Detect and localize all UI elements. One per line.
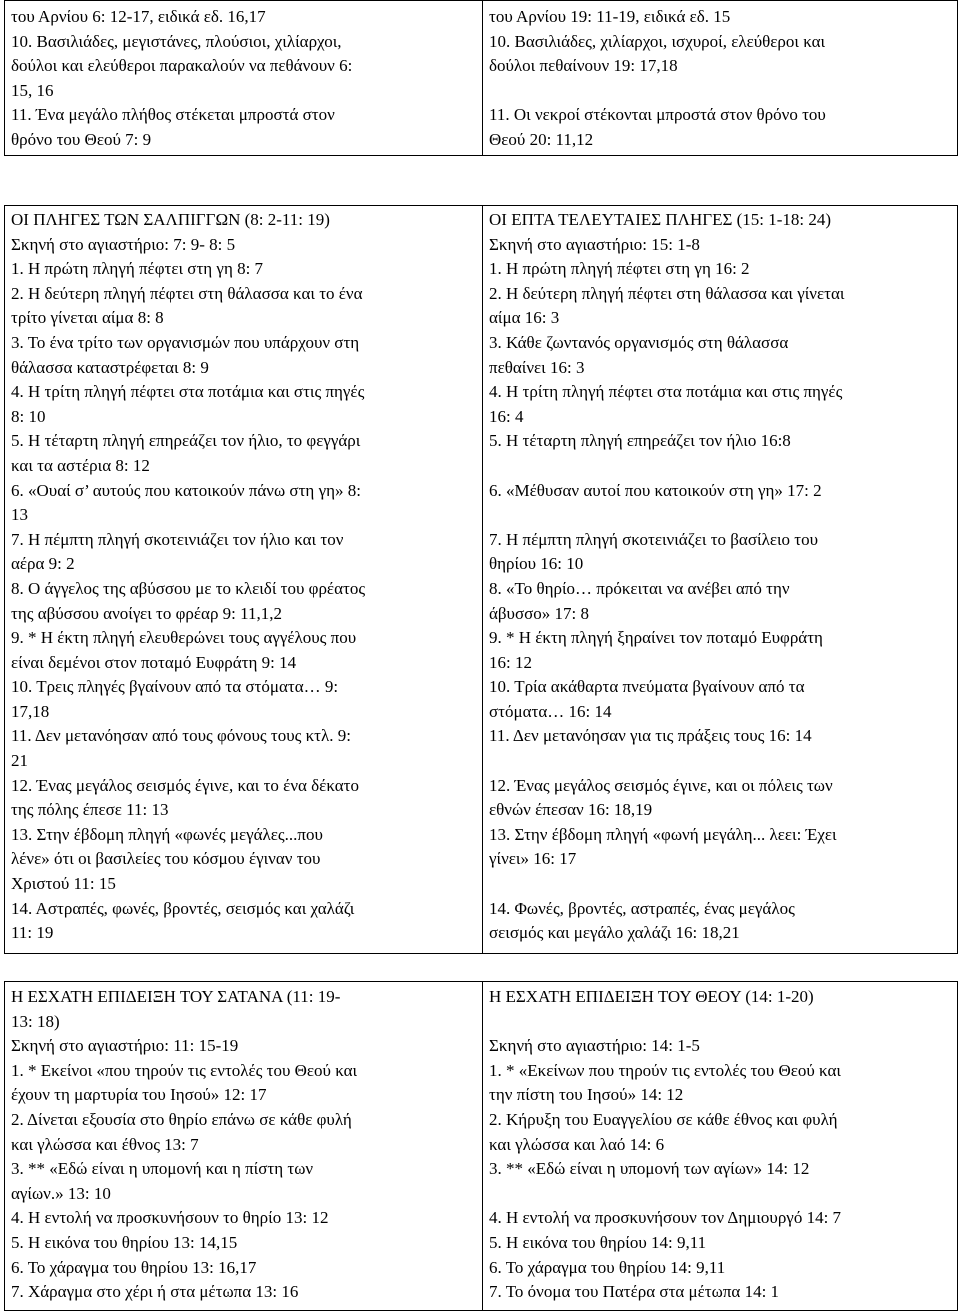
- text-line: 1. * «Εκείνων που τηρούν τις εντολές του Θεού και: [489, 1060, 841, 1080]
- blank-line: [489, 872, 951, 897]
- text-line: Σκηνή στο αγιαστήριο: 15: 1-8: [489, 234, 700, 254]
- text-line: της πόλης έπεσε 11: 13: [11, 800, 169, 820]
- text-line: 4. Η τρίτη πληγή πέφτει στα ποτάμια και στις πηγές: [489, 382, 843, 402]
- text-line: 8. Ο άγγελος της αβύσσου με το κλειδί του φρέατος: [11, 578, 366, 598]
- text-line: του Αρνίου 6: 12-17, ειδικά εδ. 16,17: [11, 7, 266, 26]
- text-line: 4. Η εντολή να προσκυνήσουν τον Δημιουργό 14: 7: [489, 1208, 842, 1228]
- text-line: αίμα 16: 3: [489, 308, 560, 328]
- blank-line: [489, 749, 951, 774]
- text-line: της αβύσσου ανοίγει το φρέαρ 9: 11,1,2: [11, 603, 283, 623]
- text-line: και γλώσσα και έθνος 13: 7: [11, 1134, 199, 1154]
- text-line: 11. Δεν μετανόησαν από τους φόνους τους κτλ. 9:: [11, 726, 351, 746]
- text-line: 11: 19: [11, 923, 54, 943]
- text-line: 6. «Ουαί σ’ αυτούς που κατοικούν πάνω στη γη» 8:: [11, 480, 361, 500]
- text-line: 17,18: [11, 701, 50, 721]
- blank-line: [489, 1010, 951, 1035]
- text-line: 13: 18): [11, 1011, 60, 1031]
- text-line: πεθαίνει 16: 3: [489, 357, 585, 377]
- text-line: θρόνο του Θεού 7: 9: [11, 129, 152, 149]
- text-line: 16: 4: [489, 406, 524, 426]
- text-line: 10. Βασιλιάδες, μεγιστάνες, πλούσιοι, χιλίαρχοι,: [11, 31, 342, 51]
- text-line: 11. Δεν μετανόησαν για τις πράξεις τους 16: 14: [489, 726, 812, 746]
- text-line: και γλώσσα και λαό 14: 6: [489, 1134, 665, 1154]
- text-line: 11. Οι νεκροί στέκονται μπροστά στον θρόνο του: [489, 105, 826, 125]
- text-line: 7. Η πέμπτη πληγή σκοτεινιάζει το βασίλειο του: [489, 529, 819, 549]
- text-line: 21: [11, 751, 28, 771]
- text-line: 5. Η εικόνα του θηρίου 14: 9,11: [489, 1232, 707, 1252]
- text-line: δούλοι και ελεύθεροι παρακαλούν να πεθάνουν 6:: [11, 56, 353, 76]
- god-demonstration-column: [483, 982, 958, 1311]
- text-line: στόματα… 16: 14: [489, 701, 612, 721]
- text-line: 14. Αστραπές, φωνές, βροντές, σεισμός και χαλάζι: [11, 898, 355, 918]
- blank-line: [489, 1182, 951, 1207]
- text-line: 7. Η πέμπτη πληγή σκοτεινιάζει τον ήλιο και τον: [11, 529, 344, 549]
- text-line: 7. Χάραγμα στο χέρι ή στα μέτωπα 13: 16: [11, 1282, 299, 1302]
- text-line: 7. Το όνομα του Πατέρα στα μέτωπα 14: 1: [489, 1282, 780, 1302]
- text-line: δούλοι πεθαίνουν 19: 17,18: [489, 56, 678, 76]
- text-line: άβυσσο» 17: 8: [489, 603, 590, 623]
- text-line: έχουν τη μαρτυρία του Ιησού» 12: 17: [11, 1085, 267, 1105]
- text-line: 13. Στην έβδομη πληγή «φωνή μεγάλη... λεει: Έχει: [489, 824, 837, 844]
- text-line: 8: 10: [11, 406, 46, 426]
- text-line: 2. Κήρυξη του Ευαγγελίου σε κάθε έθνος και φυλή: [489, 1109, 838, 1129]
- text-line: 1. * Εκείνοι «που τηρούν τις εντολές του Θεού και: [11, 1060, 358, 1080]
- text-line: 13. Στην έβδομη πληγή «φωνές μεγάλες...που: [11, 824, 323, 844]
- text-line: Η ΕΣΧΑΤΗ ΕΠΙΔΕΙΞΗ ΤΟΥ ΘΕΟΥ (14: 1-20): [489, 987, 814, 1006]
- text-line: Σκηνή στο αγιαστήριο: 7: 9- 8: 5: [11, 234, 236, 254]
- text-line: αγίων.» 13: 10: [11, 1183, 111, 1203]
- text-line: 11. Ένα μεγάλο πλήθος στέκεται μπροστά στον: [11, 105, 335, 125]
- text-line: του Αρνίου 19: 11-19, ειδικά εδ. 15: [489, 7, 731, 26]
- lamb-victory-column: [483, 1, 958, 156]
- text-line: Χριστού 11: 15: [11, 874, 116, 894]
- text-line: γίνει» 16: 17: [489, 849, 577, 869]
- text-line: 8. «Το θηρίο… πρόκειται να ανέβει από την: [489, 578, 790, 598]
- text-line: 14. Φωνές, βροντές, αστραπές, ένας μεγάλος: [489, 898, 795, 918]
- text-line: 2. Δίνεται εξουσία στο θηρίο επάνω σε κάθε φυλή: [11, 1109, 352, 1129]
- text-line: 2. Η δεύτερη πληγή πέφτει στη θάλασσα και γίνεται: [489, 283, 845, 303]
- text-line: 12. Ένας μεγάλος σεισμός έγινε, και οι πόλεις των: [489, 775, 833, 795]
- text-line: 6. Το χάραγμα του θηρίου 13: 16,17: [11, 1257, 257, 1277]
- text-line: 3. Το ένα τρίτο των οργανισμών που υπάρχουν στη: [11, 332, 360, 352]
- trumpet-plagues-column: [5, 206, 483, 954]
- text-line: είναι δεμένοι στον ποταμό Ευφράτη 9: 14: [11, 652, 297, 672]
- text-line: 10. Τρεις πληγές βγαίνουν από τα στόματα… 9:: [11, 677, 339, 697]
- text-line: 2. Η δεύτερη πληγή πέφτει στη θάλασσα και το ένα: [11, 283, 363, 303]
- text-line: θηρίου 16: 10: [489, 554, 584, 574]
- text-line: 3. ** «Εδώ είναι η υπομονή των αγίων» 14: 12: [489, 1159, 810, 1179]
- text-line: Θεού 20: 11,12: [489, 129, 594, 149]
- text-line: 9. * Η έκτη πληγή ελευθερώνει τους αγγέλους που: [11, 628, 357, 648]
- text-line: 12. Ένας μεγάλος σεισμός έγινε, και το ένα δέκατο: [11, 775, 359, 795]
- text-line: 5. Η τέταρτη πληγή επηρεάζει τον ήλιο, το φεγγάρι: [11, 431, 361, 451]
- text-line: 13: [11, 505, 28, 525]
- text-line: 16: 12: [489, 652, 532, 672]
- text-line: 10. Βασιλιάδες, χιλίαρχοι, ισχυροί, ελεύθεροι και: [489, 31, 826, 51]
- text-line: σεισμός και μεγάλο χαλάζι 16: 18,21: [489, 923, 740, 943]
- text-line: 3. Κάθε ζωντανός οργανισμός στη θάλασσα: [489, 332, 789, 352]
- satan-demonstration-column: [5, 982, 483, 1311]
- text-line: τρίτο γίνεται αίμα 8: 8: [11, 308, 164, 328]
- text-line: 5. Η εικόνα του θηρίου 13: 14,15: [11, 1232, 238, 1252]
- last-plagues-column: [483, 206, 958, 954]
- text-line: και τα αστέρια 8: 12: [11, 455, 150, 475]
- text-line: 6. «Μέθυσαν αυτοί που κατοικούν στη γη» 17: 2: [489, 480, 822, 500]
- comparison-table-plagues: [4, 205, 958, 954]
- comparison-table-top: [4, 0, 958, 156]
- text-line: 4. Η εντολή να προσκυνήσουν το θηρίο 13: 12: [11, 1208, 329, 1228]
- text-line: 9. * Η έκτη πληγή ξηραίνει τον ποταμό Ευφράτη: [489, 628, 823, 648]
- text-line: ΟΙ ΕΠΤΑ ΤΕΛΕΥΤΑΙΕΣ ΠΛΗΓΕΣ (15: 1-18: 24): [489, 210, 832, 229]
- text-line: 10. Τρία ακάθαρτα πνεύματα βγαίνουν από τα: [489, 677, 805, 697]
- text-line: 3. ** «Εδώ είναι η υπομονή και η πίστη των: [11, 1159, 314, 1179]
- text-line: 6. Το χάραγμα του θηρίου 14: 9,11: [489, 1257, 726, 1277]
- text-line: 1. Η πρώτη πληγή πέφτει στη γη 16: 2: [489, 259, 750, 279]
- blank-line: [489, 454, 951, 479]
- text-line: 15, 16: [11, 80, 54, 100]
- text-line: 5. Η τέταρτη πληγή επηρεάζει τον ήλιο 16:8: [489, 431, 791, 451]
- blank-line: [489, 79, 951, 104]
- text-line: λένε» ότι οι βασιλείες του κόσμου έγιναν του: [11, 849, 321, 869]
- text-line: θάλασσα καταστρέφεται 8: 9: [11, 357, 209, 377]
- text-line: Η ΕΣΧΑΤΗ ΕΠΙΔΕΙΞΗ ΤΟΥ ΣΑΤΑΝΑ (11: 19-: [11, 987, 341, 1006]
- text-line: 1. Η πρώτη πληγή πέφτει στη γη 8: 7: [11, 259, 264, 279]
- blank-line: [489, 503, 951, 528]
- text-line: εθνών έπεσαν 16: 18,19: [489, 800, 653, 820]
- text-line: αέρα 9: 2: [11, 554, 75, 574]
- text-line: 4. Η τρίτη πληγή πέφτει στα ποτάμια και στις πηγές: [11, 382, 365, 402]
- text-line: Σκηνή στο αγιαστήριο: 14: 1-5: [489, 1036, 700, 1056]
- lamb-wrath-column: [5, 1, 483, 156]
- text-line: Σκηνή στο αγιαστήριο: 11: 15-19: [11, 1036, 239, 1056]
- text-line: την πίστη του Ιησού» 14: 12: [489, 1085, 684, 1105]
- text-line: ΟΙ ΠΛΗΓΕΣ ΤΩΝ ΣΑΛΠΙΓΓΩΝ (8: 2-11: 19): [11, 210, 330, 229]
- comparison-table-final: [4, 981, 958, 1311]
